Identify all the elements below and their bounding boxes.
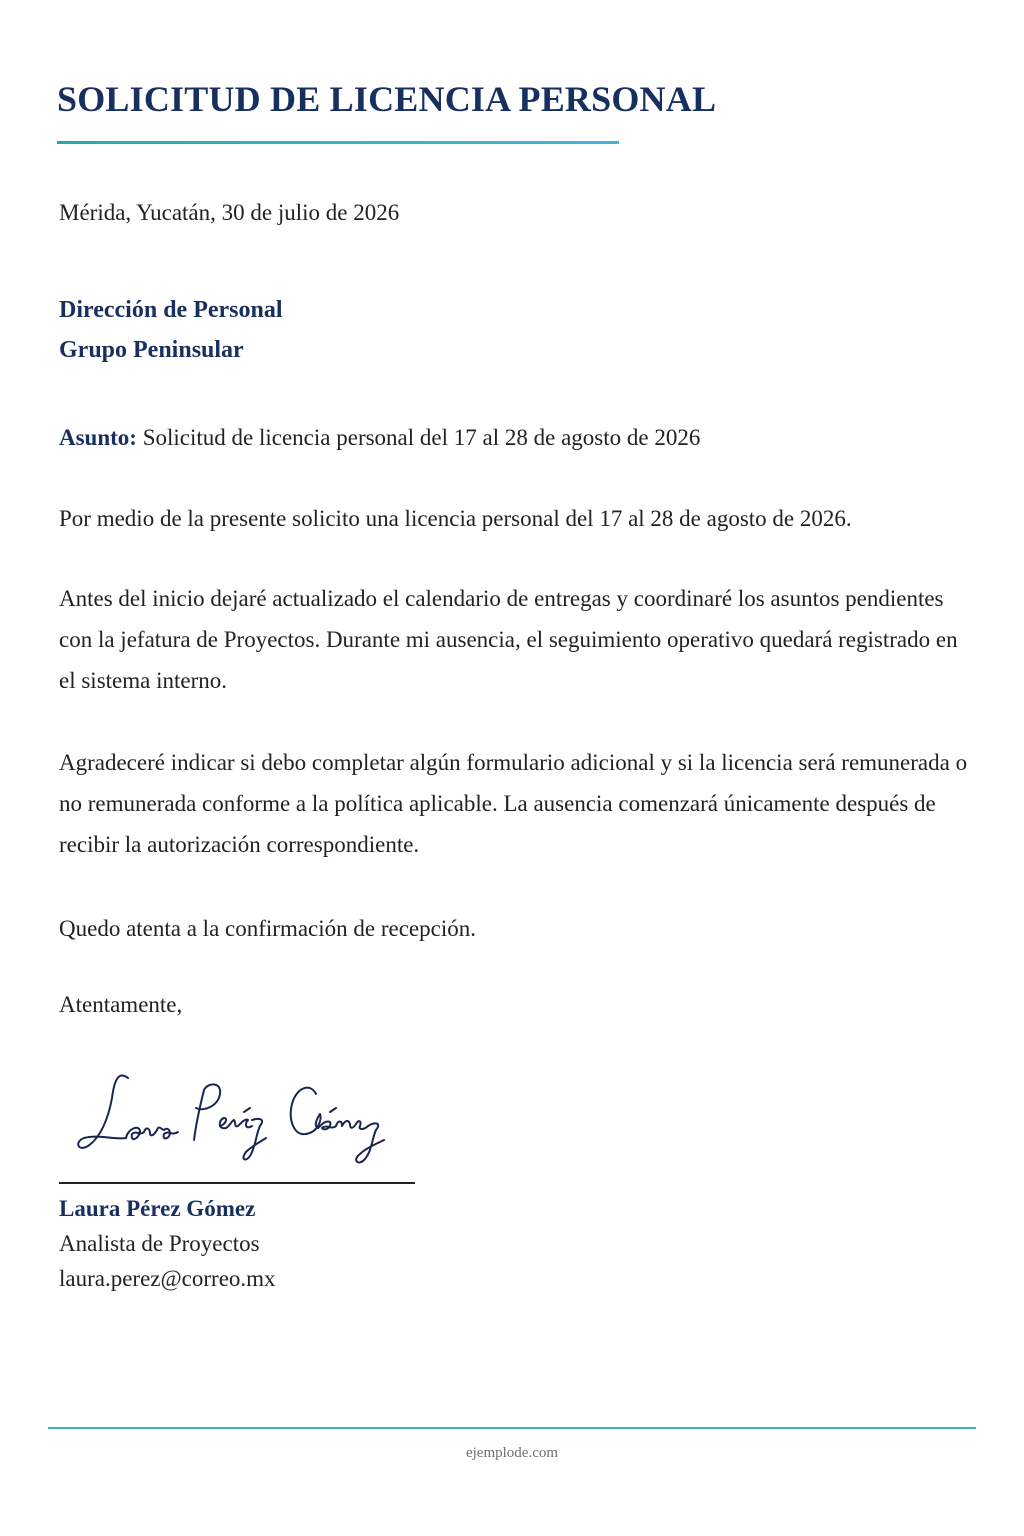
- document-title: SOLICITUD DE LICENCIA PERSONAL: [57, 79, 717, 119]
- closing-salutation: Atentamente,: [59, 992, 183, 1017]
- handwritten-signature: [70, 1068, 400, 1172]
- signer-email: laura.perez@correo.mx: [59, 1266, 276, 1291]
- recipient-department: Dirección de Personal: [59, 297, 283, 323]
- body-paragraph-3: Agradeceré indicar si debo completar algún formulario adicional y si la licencia será remunerada o no remunerada conforme a la política aplicable. La ausencia comenzará únicamente después de recibir la autorización correspondiente.: [59, 750, 968, 857]
- recipient-block: [59, 290, 283, 370]
- footer-divider: [48, 1427, 976, 1429]
- signature-line: [59, 1182, 415, 1184]
- footer-website: ejemplode.com: [465, 1445, 559, 1461]
- place-date: Mérida, Yucatán, 30 de julio de 2026: [59, 200, 400, 225]
- body-paragraph-4: Quedo atenta a la confirmación de recepción.: [59, 916, 476, 941]
- subject-text: Solicitud de licencia personal del 17 al 28 de agosto de 2026: [136, 425, 701, 450]
- body-paragraph-1: Por medio de la presente solicito una licencia personal del 17 al 28 de agosto de 2026.: [59, 506, 852, 531]
- signer-role: Analista de Proyectos: [59, 1231, 260, 1256]
- title-underline: [57, 141, 619, 144]
- subject-label: Asunto:: [59, 425, 137, 450]
- signer-name: Laura Pérez Gómez: [59, 1196, 256, 1221]
- recipient-company: Grupo Peninsular: [59, 337, 244, 363]
- subject-line: [59, 425, 700, 451]
- body-paragraph-2: Antes del inicio dejaré actualizado el calendario de entregas y coordinaré los asuntos pendientes con la jefatura de Proyectos. Durante mi ausencia, el seguimiento operativo quedará registrado en el sistema interno.: [59, 586, 958, 693]
